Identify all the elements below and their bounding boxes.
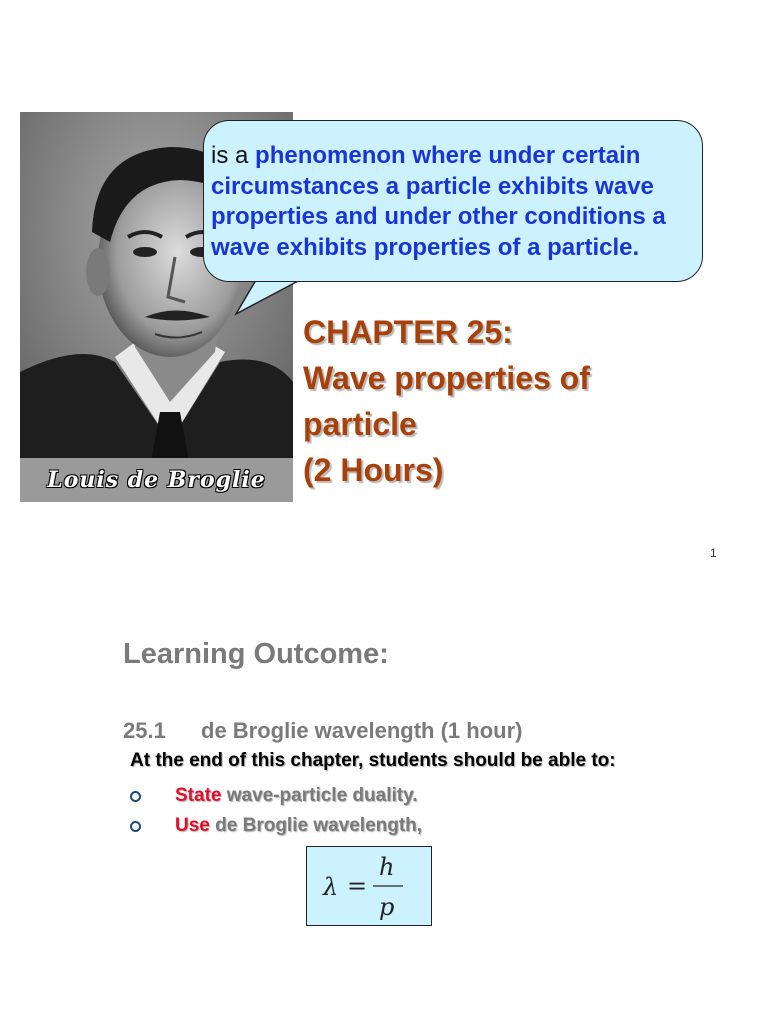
page-number: 1 bbox=[710, 546, 717, 560]
subsection-title: de Broglie wavelength (1 hour) bbox=[201, 718, 523, 743]
chapter-line-4: (2 Hours) bbox=[303, 452, 444, 488]
chapter-line-1: CHAPTER 25: bbox=[303, 314, 513, 350]
subsection-heading bbox=[123, 718, 522, 744]
bullet-circle-icon bbox=[130, 821, 141, 832]
formula-lambda: λ bbox=[323, 873, 339, 901]
intro-text: At the end of this chapter, students should be able to: bbox=[130, 750, 616, 771]
formula-equals: = bbox=[347, 872, 368, 900]
portrait-caption-bar bbox=[20, 458, 293, 502]
bubble-line-4: wave exhibits properties of a particle. bbox=[211, 233, 640, 261]
chapter-line-3: particle bbox=[303, 406, 417, 442]
formula-equation bbox=[307, 847, 431, 925]
bubble-line-3: properties and under other conditions a bbox=[211, 203, 666, 230]
learning-outcome-heading: Learning Outcome: bbox=[123, 638, 389, 670]
subsection-number: 25.1 bbox=[123, 718, 166, 743]
speech-bubble bbox=[203, 120, 703, 282]
item-text: wave-particle duality. bbox=[226, 785, 418, 806]
formula-numerator: h bbox=[379, 853, 395, 881]
item-verb: Use bbox=[175, 815, 210, 836]
item-text: de Broglie wavelength, bbox=[215, 815, 423, 836]
formula-denominator: p bbox=[379, 893, 395, 921]
chapter-line-2: Wave properties of bbox=[303, 360, 590, 396]
bubble-text: phenomenon where under certain bbox=[255, 142, 641, 169]
bullet-circle-icon bbox=[130, 791, 141, 802]
bubble-line-1 bbox=[211, 141, 698, 172]
chapter-title bbox=[303, 309, 743, 493]
item-verb: State bbox=[175, 785, 222, 806]
bubble-lead: is a bbox=[211, 142, 249, 169]
formula-box bbox=[306, 846, 432, 926]
bubble-line-2: circumstances a particle exhibits wave bbox=[211, 172, 654, 200]
portrait-caption: Louis de Broglie bbox=[47, 467, 266, 493]
